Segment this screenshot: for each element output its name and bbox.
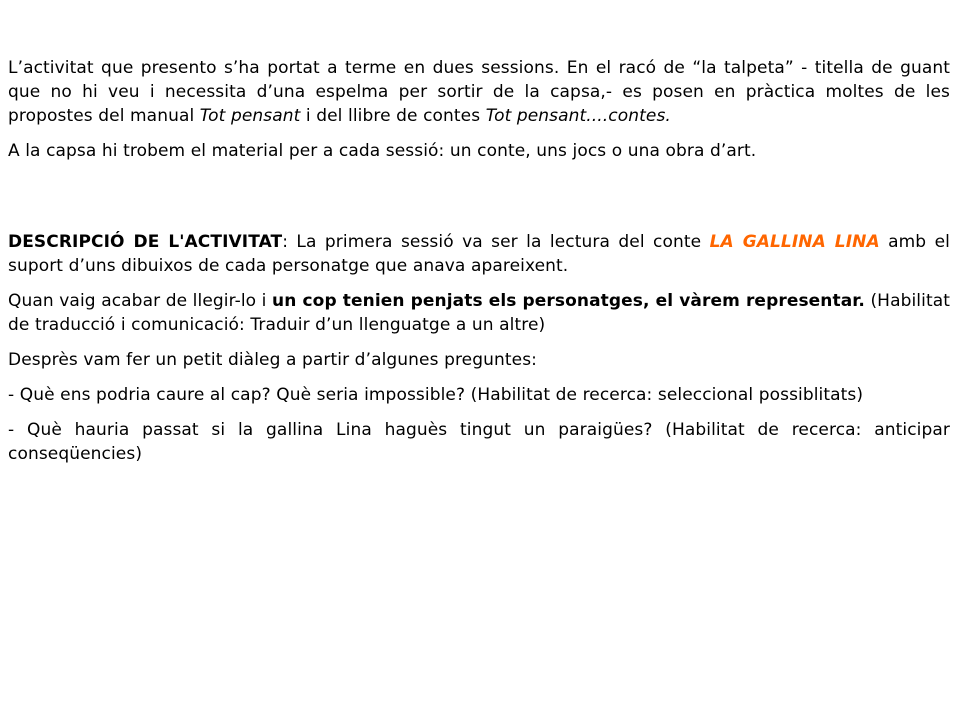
material-paragraph: A la capsa hi trobem el material per a cada sessió: un conte, uns jocs o una obra d’art. xyxy=(8,141,757,161)
description-text-end: amb el suport d’uns dibuixos de cada personatge que anava apareixent. xyxy=(8,232,950,276)
description-paragraph xyxy=(8,230,950,278)
question-item-2: - Què hauria passat si la gallina Lina haguès tingut un paraigües? (Habilitat de recerca: anticipar conseqüencies) xyxy=(8,420,950,464)
book-title-contes: Tot pensant....contes. xyxy=(485,106,671,126)
representation-text-start: Quan vaig acabar de llegir-lo i xyxy=(8,291,273,311)
book-title-manual: Tot pensant xyxy=(199,106,301,126)
document-page xyxy=(8,56,950,466)
description-heading: DESCRIPCIÓ DE L'ACTIVITAT xyxy=(8,232,283,252)
representation-paragraph xyxy=(8,289,950,337)
question-item-1: - Què ens podria caure al cap? Què seria impossible? (Habilitat de recerca: seleccional possiblitats) xyxy=(8,385,864,405)
story-title: LA GALLINA LINA xyxy=(709,232,880,252)
dialogue-intro-paragraph: Desprès vam fer un petit diàleg a partir d’algunes preguntes: xyxy=(8,350,537,370)
description-text-start: La primera sessió va ser la lectura del conte xyxy=(288,232,710,252)
representation-bold-text: un cop tenien penjats els personatges, el vàrem representar. xyxy=(272,291,865,311)
intro-text-start: L’activitat que presento s’ha portat a terme en dues sessions. En el racó de “la talpeta” - titella de guant que no hi veu i necessita d’una espelma per sortir de la capsa,- es posen en pràctica moltes de les propostes del manual xyxy=(8,58,950,126)
description-colon: : xyxy=(282,232,289,252)
intro-paragraph xyxy=(8,56,950,128)
representation-text-end: (Habilitat de traducció i comunicació: Traduir d’un llenguatge a un altre) xyxy=(8,291,950,335)
intro-text-middle: i del llibre de contes xyxy=(300,106,486,126)
